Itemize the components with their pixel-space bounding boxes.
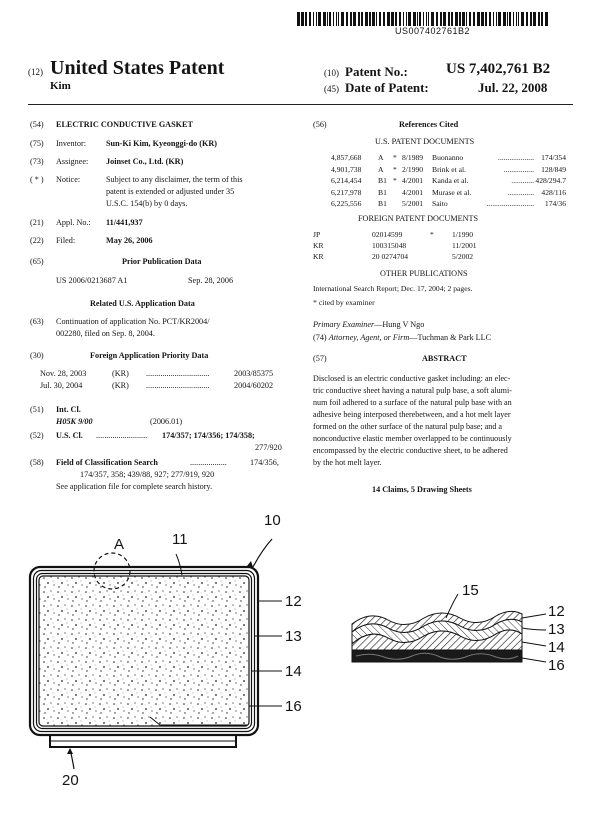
abstract-line: formed on the other surface of the natural pulp base; and a: [313, 422, 503, 431]
priority-date: Nov. 28, 2003: [40, 369, 87, 378]
assignee-label: Assignee:: [56, 157, 89, 166]
leader-10: [253, 539, 272, 567]
barcode-bar: [301, 12, 304, 26]
refs-heading: References Cited: [399, 120, 459, 129]
us-patent-kind: A: [378, 164, 384, 174]
other-heading: OTHER PUBLICATIONS: [380, 269, 468, 278]
barcode-bar: [498, 12, 501, 26]
barcode-bar: [372, 12, 375, 26]
ref-label-13: 13: [285, 628, 302, 645]
appl-label: Appl. No.:: [56, 218, 91, 227]
continuation-line: Continuation of application No. PCT/KR2004/: [56, 317, 210, 326]
barcode-bar: [376, 12, 377, 26]
barcode-bar: [507, 12, 508, 26]
priority-number: 2003/85375: [234, 369, 274, 378]
abstract-code: (57): [313, 354, 327, 363]
us-patent-name: Murase et al.: [432, 187, 472, 197]
us-patent-dots: ...................: [497, 153, 534, 162]
field-dots: ..................: [190, 458, 227, 467]
date-of-patent: Jul. 22, 2008: [478, 80, 548, 95]
foreign-star: *: [430, 230, 434, 239]
filed-value: May 26, 2006: [106, 236, 153, 245]
barcode-bar: [459, 12, 461, 26]
us-patent-dots: ..............: [507, 187, 534, 197]
barcode-bar: [395, 12, 397, 26]
barcode-bar: [419, 12, 421, 26]
refs-code: (56): [313, 120, 327, 129]
us-cl-line2: 277/920: [255, 443, 282, 452]
us-patent-star: *: [393, 164, 397, 174]
barcode-bar: [493, 12, 494, 26]
barcode-bar: [313, 12, 314, 26]
barcode-bar: [466, 12, 467, 26]
us-cl-dots: .........................: [96, 431, 148, 440]
prior-pub-date: Sep. 28, 2006: [188, 276, 234, 285]
foreign-date: 1/1990: [452, 230, 474, 239]
us-patent-dots: ............: [511, 176, 534, 185]
barcode-bar: [521, 12, 524, 26]
barcode-bar: [481, 12, 484, 26]
us-patent-star: *: [393, 176, 397, 185]
primary-examiner-value: —Hung V Ngo: [374, 320, 425, 329]
us-patent-kind: B1: [378, 176, 387, 185]
prior-pub-code: (65): [30, 257, 44, 266]
barcode-bar: [413, 12, 416, 26]
us-patent-class: 428/294.7: [535, 176, 566, 185]
us-patent-date: 8/1989: [402, 153, 424, 162]
us-patent-number: 6,217,978: [331, 187, 362, 197]
priority-date: Jul. 30, 2004: [40, 381, 83, 390]
us-patent-class: 174/36: [544, 199, 566, 208]
us-cl-label: U.S. Cl.: [56, 431, 83, 440]
ref-label-16b: 16: [548, 657, 565, 674]
us-patent-number: 4,901,738: [331, 164, 362, 174]
assignee-code: (73): [30, 157, 44, 166]
us-patent-date: 2/1990: [402, 164, 424, 174]
barcode-bar: [323, 12, 326, 26]
priority-number: 2004/60202: [234, 381, 274, 390]
us-patent-number: 6,225,556: [331, 199, 362, 208]
barcode-bar: [545, 12, 548, 26]
priority-dots: ...............................: [146, 369, 210, 378]
date-label: Date of Patent:: [345, 80, 429, 95]
barcode-bar: [408, 12, 411, 26]
field-line1: 174/356,: [250, 458, 279, 467]
notice-line: Subject to any disclaimer, the term of this: [106, 175, 243, 184]
primary-examiner-label: Primary Examiner: [313, 320, 375, 329]
ref-label-11: 11: [172, 531, 188, 548]
appl-value: 11/441,937: [106, 218, 143, 227]
barcode-bar: [336, 12, 337, 26]
barcode-bar: [365, 12, 368, 26]
ref-label-16: 16: [285, 698, 302, 715]
barcode-bar: [503, 12, 506, 26]
notice-line: patent is extended or adjusted under 35: [106, 187, 235, 196]
abstract-line: adhesive being interposed therebetween, and a hot melt layer: [313, 410, 511, 419]
barcode-bar: [541, 12, 543, 26]
barcode-bar: [379, 12, 381, 26]
barcode-bar: [533, 12, 536, 26]
us-patent-class: 174/354: [541, 153, 566, 162]
abstract-line: tric conductive sheet having a natural pulp base, a soft alumi-: [313, 386, 512, 395]
barcode-bar: [297, 12, 300, 26]
patent-no-code: (10): [324, 68, 339, 78]
priority-dots: ...............................: [146, 381, 210, 390]
leader-16b: [522, 658, 546, 662]
other-publication: International Search Report; Dec. 17, 2004; 2 pages.: [313, 284, 473, 293]
arrow-10: [247, 561, 253, 567]
barcode-bar: [443, 12, 446, 26]
us-patent-number: 6,214,454: [331, 176, 362, 185]
arrow-20: [67, 748, 73, 754]
us-patent-class: 128/849: [541, 164, 566, 174]
inventor-label: Inventor:: [56, 139, 87, 148]
us-cl-line1: 174/357; 174/356; 174/358;: [162, 431, 255, 440]
ref-label-12b: 12: [548, 603, 565, 620]
priority-heading: Foreign Application Priority Data: [90, 351, 209, 360]
figure-1-gasket-cross-section: [0, 505, 320, 805]
barcode-bar: [387, 12, 390, 26]
invention-title: ELECTRIC CONDUCTIVE GASKET: [56, 120, 193, 129]
barcode-bar: [462, 12, 465, 26]
attorney-value: —Tuchman & Park LLC: [409, 333, 492, 342]
barcode-bar: [318, 12, 321, 26]
barcode-bar: [361, 12, 363, 26]
us-patent-class: 428/116: [541, 187, 566, 197]
barcode-bar: [436, 12, 438, 26]
us-patent-name: Brink et al.: [432, 164, 466, 174]
leader-12b: [522, 614, 546, 618]
barcode-bar: [509, 12, 511, 26]
field-label: Field of Classification Search: [56, 458, 158, 467]
barcode-bar: [455, 12, 458, 26]
barcode-bar: [406, 12, 407, 26]
ref-label-12: 12: [285, 593, 302, 610]
field-line2: 174/357, 358; 439/88, 927; 277/919, 920: [80, 470, 215, 479]
barcode-bar: [341, 12, 344, 26]
int-cl-code: (51): [30, 405, 44, 414]
abstract-heading: ABSTRACT: [422, 354, 467, 363]
barcode-bar: [426, 12, 427, 26]
barcode-bar: [417, 12, 418, 26]
barcode-bar: [403, 12, 404, 26]
barcode-bar: [526, 12, 528, 26]
field-line3: See application file for complete search history.: [56, 482, 213, 491]
barcode-bar: [399, 12, 401, 26]
barcode-bar: [530, 12, 532, 26]
leader-11: [176, 554, 182, 575]
filed-label: Filed:: [56, 236, 76, 245]
foreign-country: JP: [313, 230, 321, 239]
us-patent-kind: B1: [378, 199, 387, 208]
abstract-line: Disclosed is an electric conductive gasket including: an elec-: [313, 374, 511, 383]
date-code: (45): [324, 84, 339, 94]
us-patent-dots: ................: [503, 164, 534, 174]
foreign-date: 11/2001: [452, 241, 477, 250]
int-cl-class: H05K 9/00: [56, 417, 93, 426]
notice-label: Notice:: [56, 175, 81, 184]
barcode-bar: [431, 12, 434, 26]
int-cl-label: Int. Cl.: [56, 405, 81, 414]
barcode-bar: [353, 12, 356, 26]
priority-country: (KR): [112, 381, 129, 390]
inventor-code: (75): [30, 139, 44, 148]
barcode-bar: [518, 12, 519, 26]
inventor-short: Kim: [50, 80, 71, 92]
barcode-bar: [309, 12, 311, 26]
barcode-bar: [477, 12, 480, 26]
barcode-bar: [423, 12, 424, 26]
barcode-bar: [516, 12, 517, 26]
barcode-bar: [538, 12, 540, 26]
document-title: United States Patent: [50, 57, 225, 79]
us-cl-code: (52): [30, 431, 44, 440]
patent-no-label: Patent No.:: [345, 64, 408, 79]
priority-code: (30): [30, 351, 44, 360]
ref-label-15: 15: [462, 582, 479, 599]
prior-pub-heading: Prior Publication Data: [122, 257, 202, 266]
barcode-bar: [316, 12, 317, 26]
foreign-number: 20 0274704: [372, 252, 409, 261]
barcode-bar: [473, 12, 475, 26]
appl-code: (21): [30, 218, 44, 227]
barcode-bar: [485, 12, 487, 26]
us-patent-kind: B1: [378, 187, 387, 197]
us-patent-name: Kanda et al.: [432, 176, 469, 185]
barcode-bar: [451, 12, 453, 26]
related-heading: Related U.S. Application Data: [90, 299, 195, 308]
priority-country: (KR): [112, 369, 129, 378]
ref-label-14: 14: [285, 663, 302, 680]
foreign-heading: FOREIGN PATENT DOCUMENTS: [358, 214, 479, 223]
us-patent-date: 5/2001: [402, 199, 424, 208]
continuation-code: (63): [30, 317, 44, 326]
leader-14b: [522, 642, 546, 646]
foreign-number: 100315048: [372, 241, 407, 250]
ref-label-20: 20: [62, 772, 79, 789]
abstract-line: nonconductive elastic member overlapped to be continuously: [313, 434, 512, 443]
leader-13b: [522, 628, 546, 630]
barcode-number: US007402761B2: [395, 26, 471, 36]
barcode-bar: [333, 12, 334, 26]
us-patent-dots: .........................: [486, 199, 534, 208]
us-patent-name: Saito: [432, 199, 448, 208]
foreign-country: KR: [313, 252, 324, 261]
barcode-bar: [305, 12, 307, 26]
barcode-bar: [513, 12, 514, 26]
barcode-bar: [391, 12, 394, 26]
ref-label-13b: 13: [548, 621, 565, 638]
header-rule: [28, 104, 573, 105]
us-patent-name: Buonanno: [432, 153, 464, 162]
elastic-core: [39, 576, 249, 726]
us-patent-star: *: [393, 153, 397, 162]
barcode-bar: [383, 12, 385, 26]
barcode-bar: [448, 12, 450, 26]
claims-count: 14 Claims, 5 Drawing Sheets: [372, 485, 472, 494]
barcode-bar: [496, 12, 497, 26]
barcode-bar: [327, 12, 328, 26]
prior-pub-number: US 2006/0213687 A1: [56, 276, 128, 285]
cited-note: * cited by examiner: [313, 298, 375, 307]
barcode-bar: [469, 12, 471, 26]
barcode-bar: [440, 12, 442, 26]
figure-2-layer-detail: [340, 580, 580, 700]
foreign-date: 5/2002: [452, 252, 474, 261]
title-code: (54): [30, 120, 44, 129]
barcode-bar: [489, 12, 491, 26]
us-patent-number: 4,857,668: [331, 153, 362, 162]
ref-label-14b: 14: [548, 639, 565, 656]
attorney-code: (74): [313, 333, 327, 342]
barcode-bar: [358, 12, 360, 26]
ref-label-10: 10: [264, 512, 281, 529]
abstract-line: num foil adhered to a surface of the natural pulp base with an: [313, 398, 512, 407]
barcode-bar: [329, 12, 331, 26]
barcode-bar: [346, 12, 348, 26]
foreign-country: KR: [313, 241, 324, 250]
barcode-image: [297, 12, 552, 26]
attorney: [313, 333, 491, 342]
kind-code: (12): [28, 67, 43, 77]
assignee-value: Joinset Co., Ltd. (KR): [106, 157, 184, 166]
inventor-value: Sun-Ki Kim, Kyeonggi-do (KR): [106, 139, 217, 148]
us-patent-date: 4/2001: [402, 176, 424, 185]
ref-label-a: A: [114, 536, 125, 553]
us-patent-date: 4/2001: [402, 187, 424, 197]
notice-code: ( * ): [30, 175, 44, 184]
us-patent-kind: A: [378, 153, 384, 162]
patent-number: US 7,402,761 B2: [446, 61, 551, 77]
field-code: (58): [30, 458, 44, 467]
barcode-bar: [428, 12, 429, 26]
abstract-line: encompassed by the electric conductive sheet, to be adhered: [313, 446, 508, 455]
abstract-line: by the hot melt layer.: [313, 458, 382, 467]
continuation-line: 002280, filed on Sep. 8, 2004.: [56, 329, 155, 338]
attorney-label: Attorney, Agent, or Firm: [328, 333, 410, 342]
foreign-number: 02014599: [372, 230, 403, 239]
barcode-bar: [338, 12, 339, 26]
notice-line: U.S.C. 154(b) by 0 days.: [106, 199, 188, 208]
primary-examiner: [313, 320, 424, 329]
int-cl-year: (2006.01): [150, 417, 183, 426]
barcode-bar: [350, 12, 352, 26]
filed-code: (22): [30, 236, 44, 245]
barcode-bar: [369, 12, 371, 26]
us-docs-heading: U.S. PATENT DOCUMENTS: [375, 137, 475, 146]
